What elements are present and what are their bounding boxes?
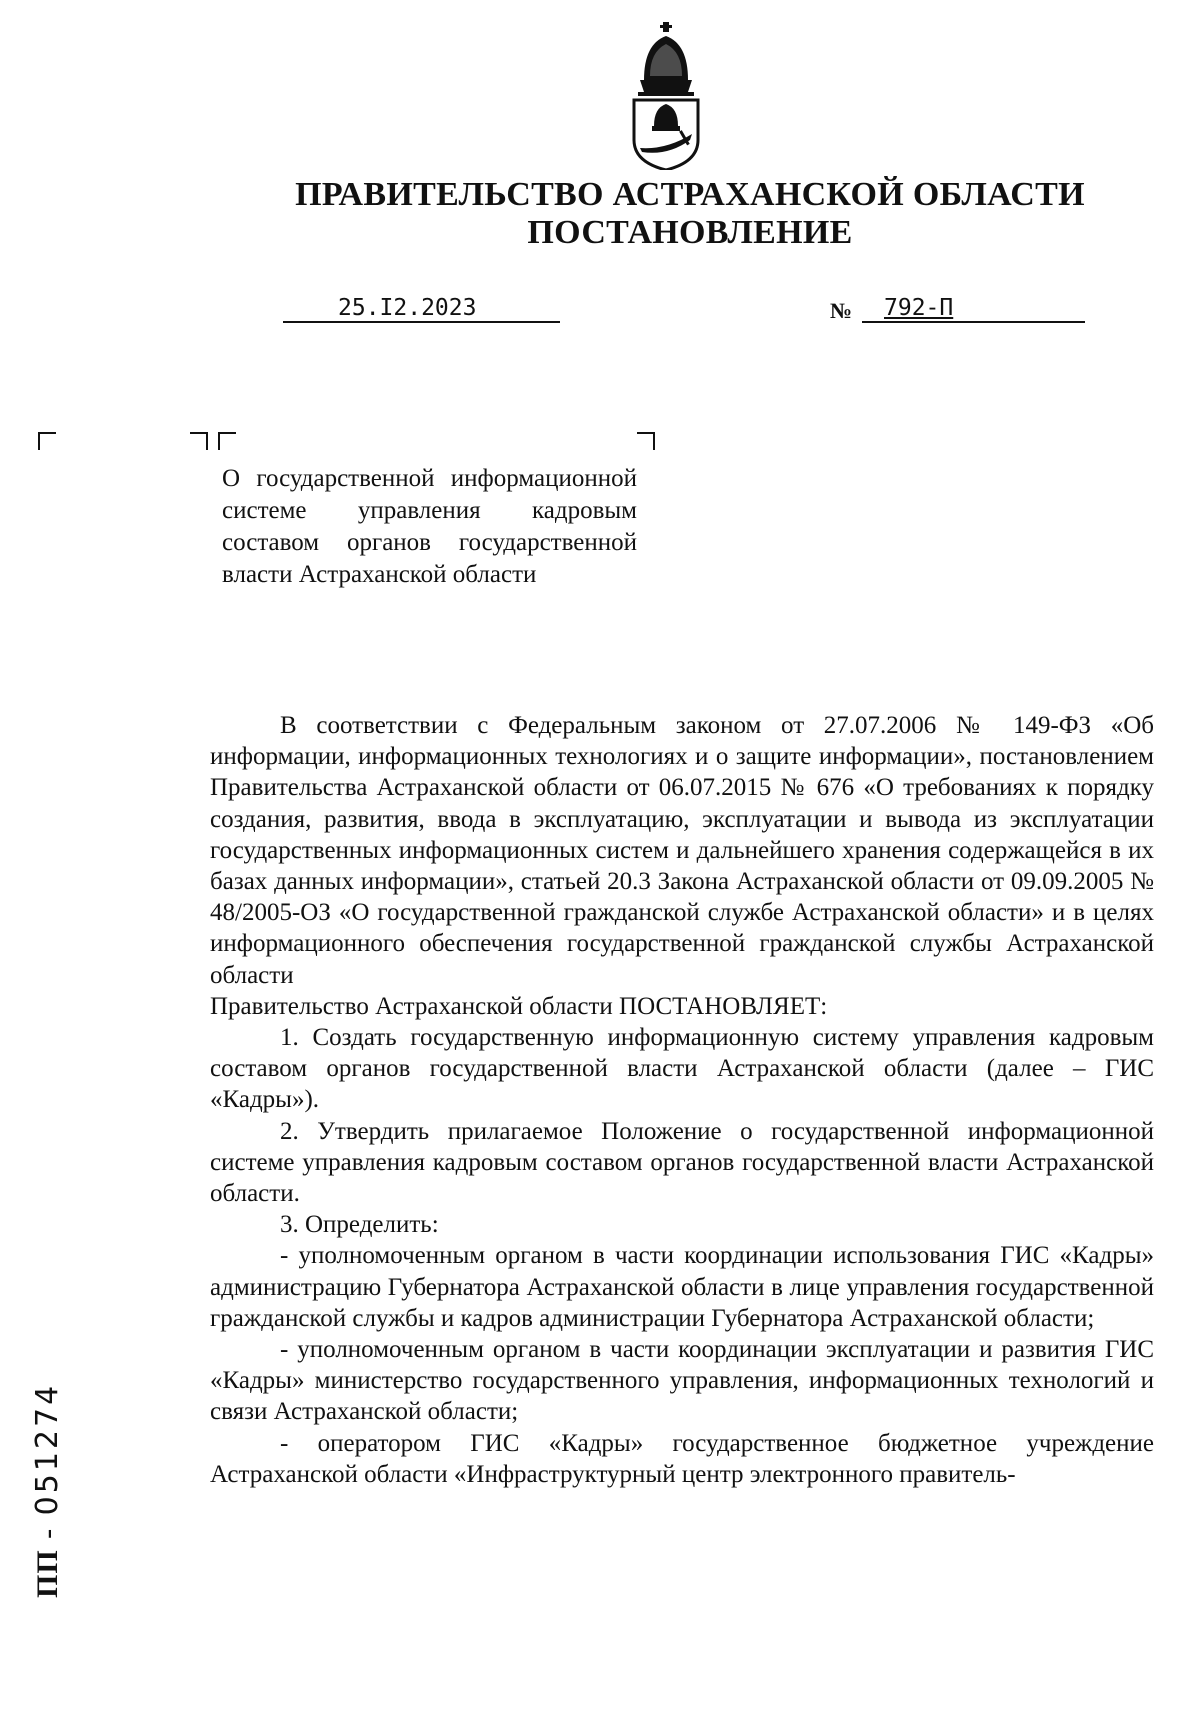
date-field [283, 295, 560, 323]
subject-corner-mark-left [190, 432, 208, 450]
document-number: 792-П [884, 295, 954, 321]
document-body [210, 710, 1154, 1490]
item-2: 2. Утвердить прилагаемое Положение о государственной информационной системе управления кадровым составом органов государственной власти Астраханской области. [210, 1117, 1154, 1208]
item-3-sub-3: - оператором ГИС «Кадры» государственное бюджетное учреждение Астраханской области «Инфраструктурный центр электронного правитель- [210, 1429, 1154, 1488]
subject-corner-mark-right [218, 432, 236, 450]
form-serial-dash: - [31, 1515, 64, 1550]
resolution-line: Правительство Астраханской области ПОСТАНОВЛЯЕТ: [210, 992, 828, 1020]
document-subject: О государственной информационной системе управления кадровым составом органов государственной власти Астраханской области [222, 465, 637, 588]
form-serial-number: 051274 [30, 1382, 65, 1516]
form-serial-prefix: ПП [31, 1549, 64, 1598]
number-sign: № [830, 298, 853, 323]
coat-of-arms-icon [630, 22, 702, 170]
document-date: 25.I2.2023 [338, 295, 477, 321]
item-1: 1. Создать государственную информационную систему управления кадровым составом органов государственной власти Астраханской области (далее – ГИС «Кадры»). [210, 1024, 1154, 1114]
item-3-sub-2: - уполномоченным органом в части координации эксплуатации и развития ГИС «Кадры» министерство государственного управления, информационных технологий и связи Астраханской области; [210, 1336, 1154, 1426]
government-title: ПРАВИТЕЛЬСТВО АСТРАХАНСКОЙ ОБЛАСТИ [295, 176, 1085, 213]
subject-corner-mark-end [637, 432, 655, 450]
form-serial-code [32, 1383, 64, 1598]
item-3: 3. Определить: [280, 1211, 439, 1239]
preamble-paragraph: В соответствии с Федеральным законом от 27.07.2006 № 149-ФЗ «Об информации, информационных технологиях и о защите информации», постановлением Правительства Астраханской области от 06.07.2015 № 676 «О требованиях к порядку создания, развития, ввода в эксплуатацию, эксплуатации и вывода из эксплуатации государственных информационных систем и дальнейшего хранения содержащейся в их базах данных информации», статьей 20.3 Закона Астраханской области от 09.09.2005 № 48/2005-ОЗ «О государственной гражданской службе Астраханской области» и в целях информационного обеспечения государственной гражданской службы Астраханской области [210, 712, 1154, 989]
number-field [862, 295, 1085, 323]
margin-corner-mark [38, 432, 56, 450]
document-type-title: ПОСТАНОВЛЕНИЕ [527, 214, 853, 251]
item-3-sub-1: - уполномоченным органом в части координации использования ГИС «Кадры» администрацию Губернатора Астраханской области в лице управления государственной гражданской службы и кадров администрации Губернатора Астраханской области; [210, 1242, 1154, 1332]
